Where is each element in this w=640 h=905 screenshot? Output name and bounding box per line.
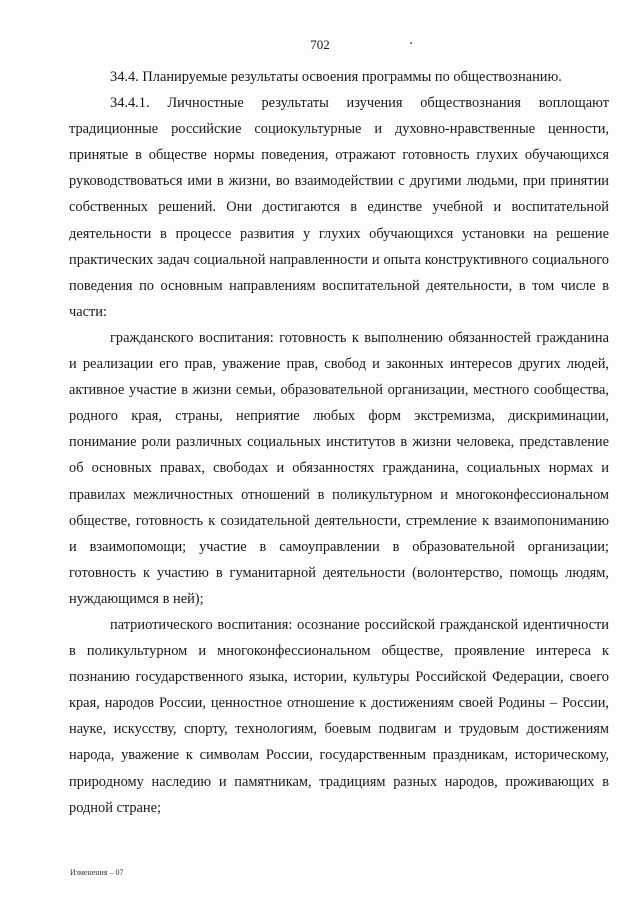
page-number: 702 bbox=[310, 37, 330, 52]
page-content bbox=[69, 64, 609, 821]
paragraph-civic-education: гражданского воспитания: готовность к выполнению обязанностей гражданина и реализации его прав, уважение прав, свобод и законных интересов других людей, активное участие в жизни семьи, образовательной организации, местного сообщества, родного края, страны, неприятие любых форм экстремизма, дискриминации, понимание роли различных социальных институтов в жизни человека, представление об основных правах, свободах и обязанностях гражданина, социальных нормах и правилах межличностных отношений в поликультурном и многоконфессиональном обществе, готовность к созидательной деятельности, стремление к взаимопониманию и взаимопомощи; участие в самоуправлении в образовательной организации; готовность к участию в гуманитарной деятельности (волонтерство, помощь людям, нуждающимся в ней); bbox=[69, 329, 609, 607]
page-footer: Изменения – 07 bbox=[70, 868, 124, 877]
section-heading: 34.4. Планируемые результаты освоения программы по обществознанию. bbox=[110, 69, 562, 85]
paragraph-personal-results: 34.4.1. Личностные результаты изучения обществознания воплощают традиционные российские социокультурные и духовно-нравственные ценности, принятые в обществе нормы поведения, отражают готовность глухих обучающихся руководствоваться ими в жизни, во взаимодействии с другими людьми, при принятии собственных решений. Они достигаются в единстве учебной и воспитательной деятельности в процессе развития у глухих обучающихся установки на решение практических задач социальной направленности и опыта конструктивного социального поведения по основным направлениям воспитательной деятельности, в том числе в части: bbox=[69, 95, 609, 320]
paragraph-patriotic-education: патриотического воспитания: осознание российской гражданской идентичности в поликультурном и многоконфессиональном обществе, проявление интереса к познанию государственного языка, истории, культуры Российской Федерации, своего края, народов России, ценностное отношение к достижениям своей Родины – России, науке, искусству, спорту, технологиям, боевым подвигам и трудовым достижениям народа, уважение к символам России, государственным праздникам, историческому, природному наследию и памятникам, традициям разных народов, проживающих в родной стране; bbox=[69, 616, 609, 816]
